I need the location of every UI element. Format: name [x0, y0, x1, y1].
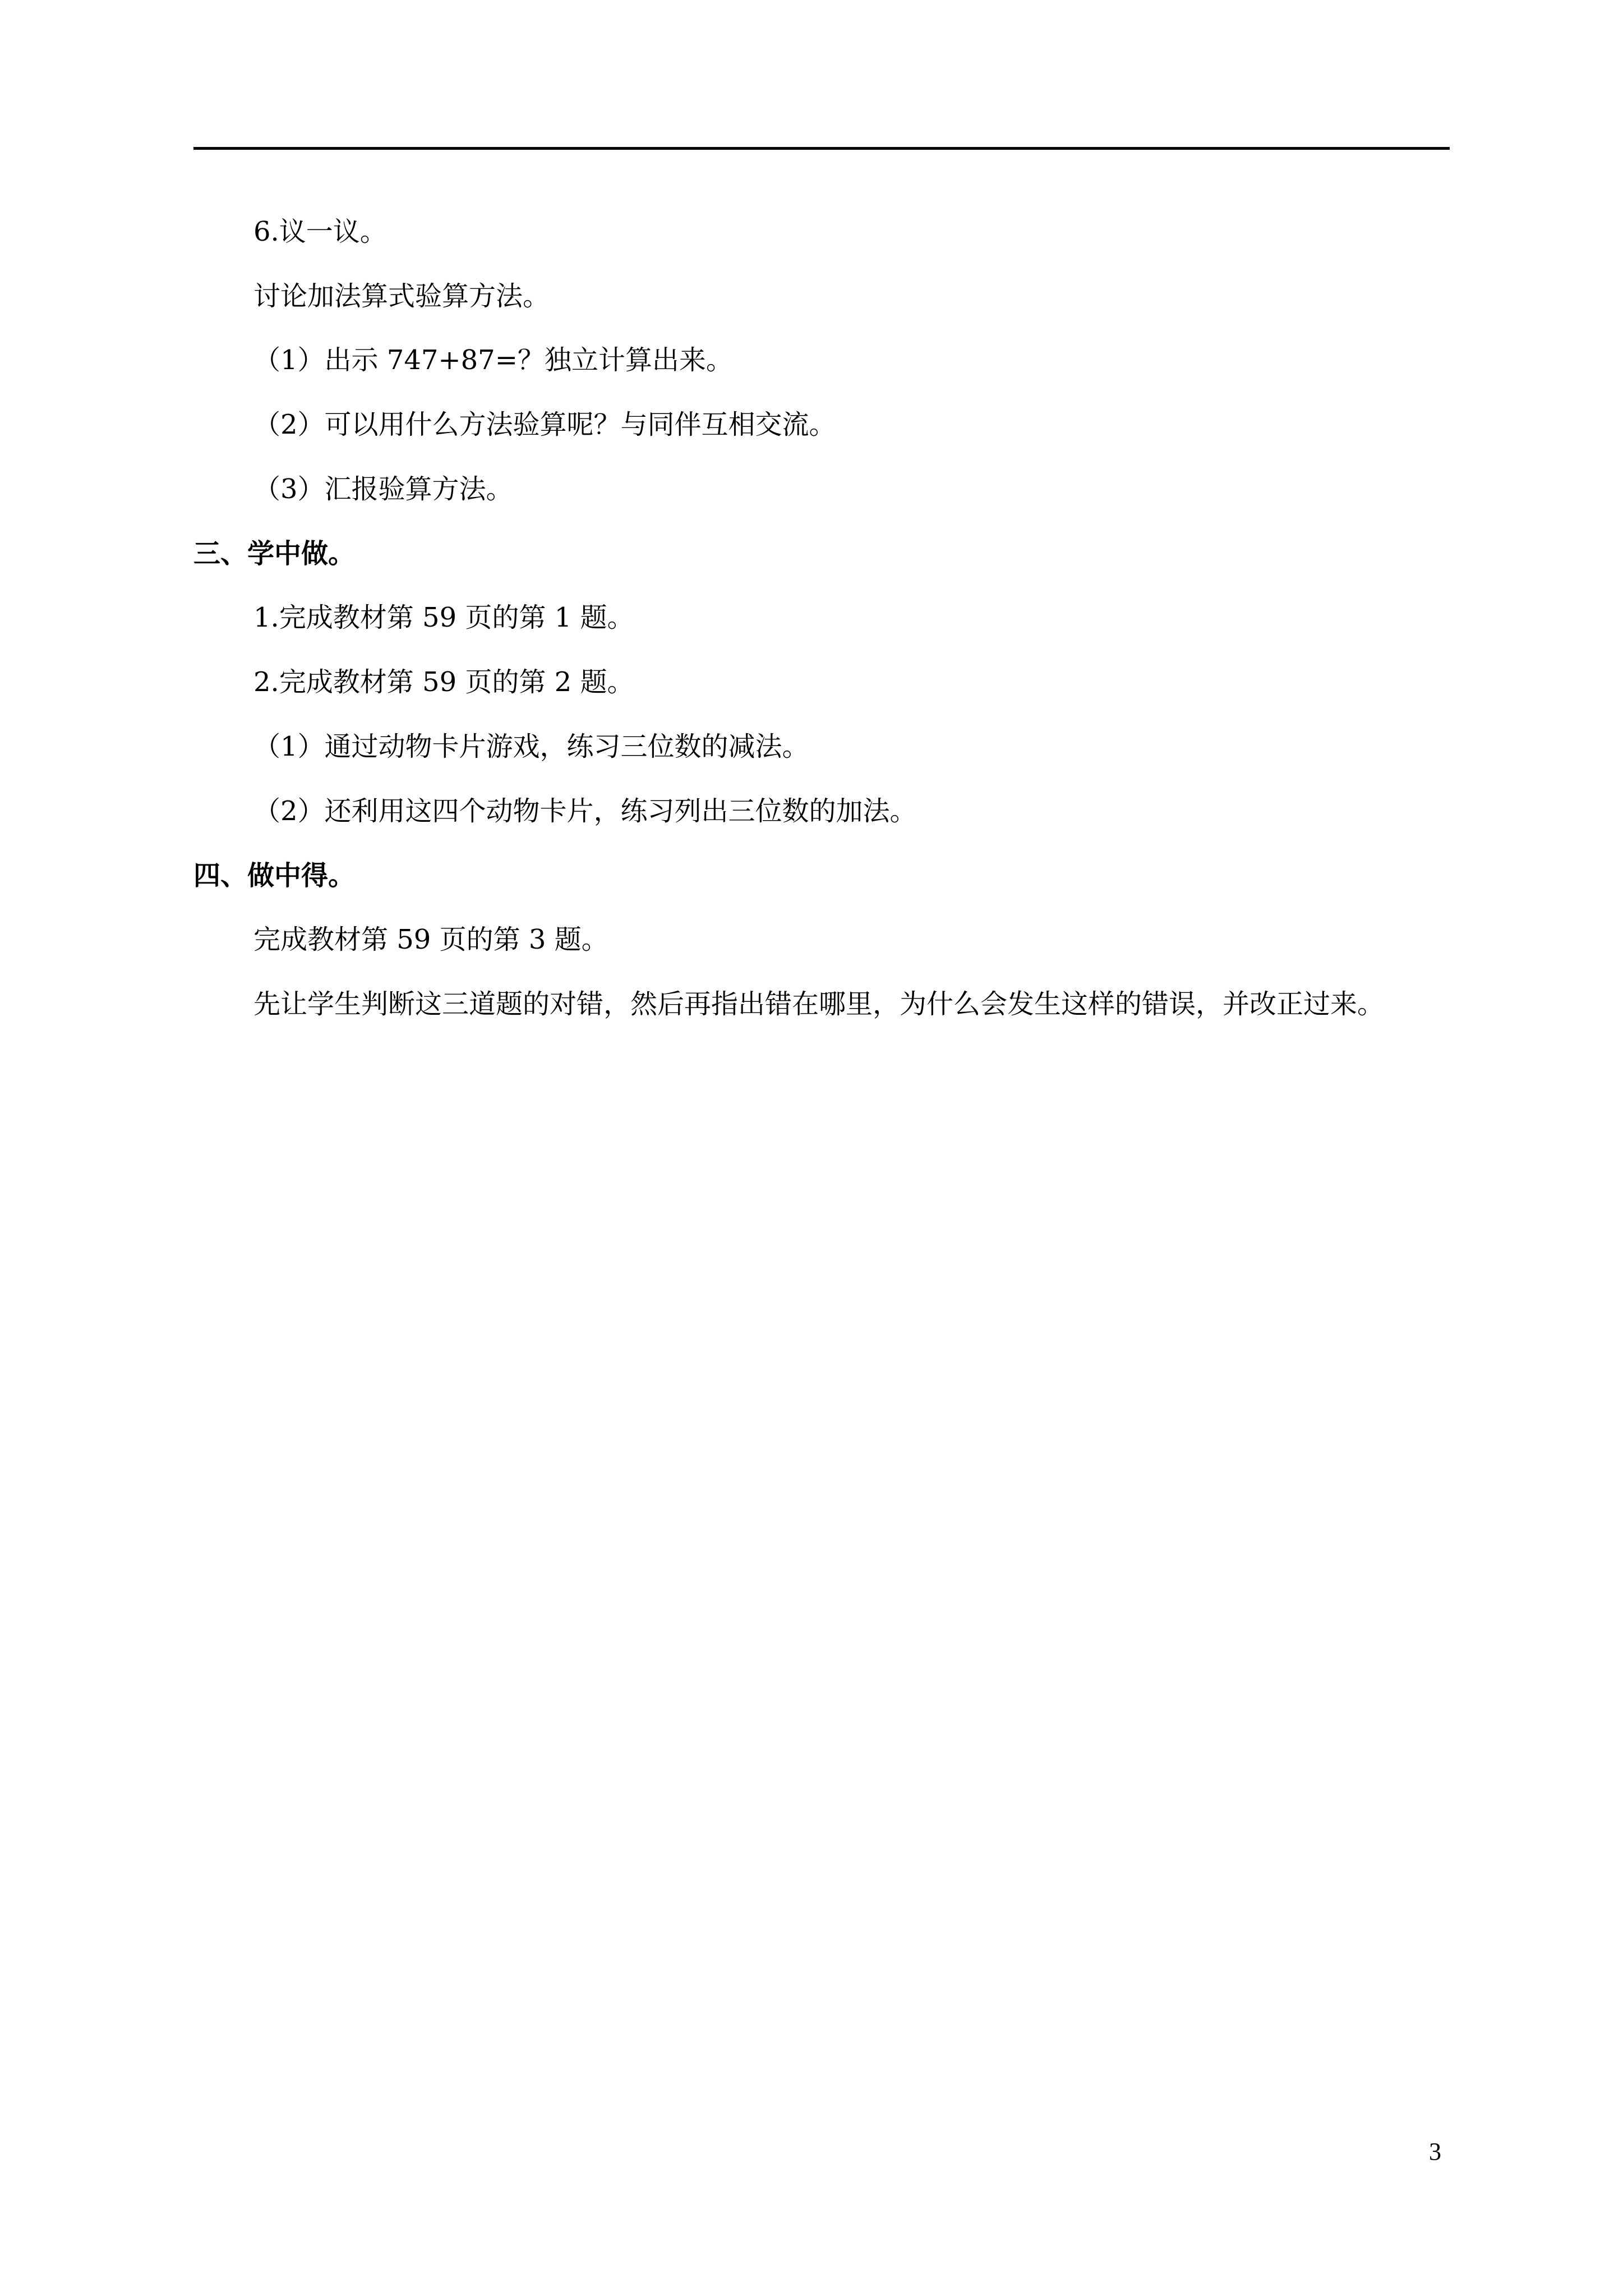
discussion-text: 讨论加法算式验算方法。: [253, 280, 550, 312]
task-1-text: 1.完成教材第 59 页的第 1 题。: [253, 602, 634, 633]
step-1-text: （1）出示 747+87=？独立计算出来。: [253, 344, 733, 376]
task-3-instruction: 先让学生判断这三道题的对错，然后再指出错在哪里，为什么会发生这样的错误，并改正过来。: [253, 988, 1385, 1020]
task-2-step-1-text: （1）通过动物卡片游戏，练习三位数的减法。: [253, 731, 809, 762]
section-3-heading: 三、学中做。: [193, 538, 356, 569]
step-2-text: （2）可以用什么方法验算呢？与同伴互相交流。: [253, 409, 836, 440]
section-4-heading: 四、做中得。: [193, 860, 356, 891]
task-2-text: 2.完成教材第 59 页的第 2 题。: [253, 666, 634, 698]
section-6-title: 6.议一议。: [253, 216, 387, 247]
step-3-text: （3）汇报验算方法。: [253, 473, 513, 505]
task-2-step-2-text: （2）还利用这四个动物卡片，练习列出三位数的加法。: [253, 795, 917, 827]
task-3-text: 完成教材第 59 页的第 3 题。: [253, 924, 608, 955]
header-rule: [193, 147, 1450, 150]
page-number: 3: [1429, 2138, 1441, 2165]
